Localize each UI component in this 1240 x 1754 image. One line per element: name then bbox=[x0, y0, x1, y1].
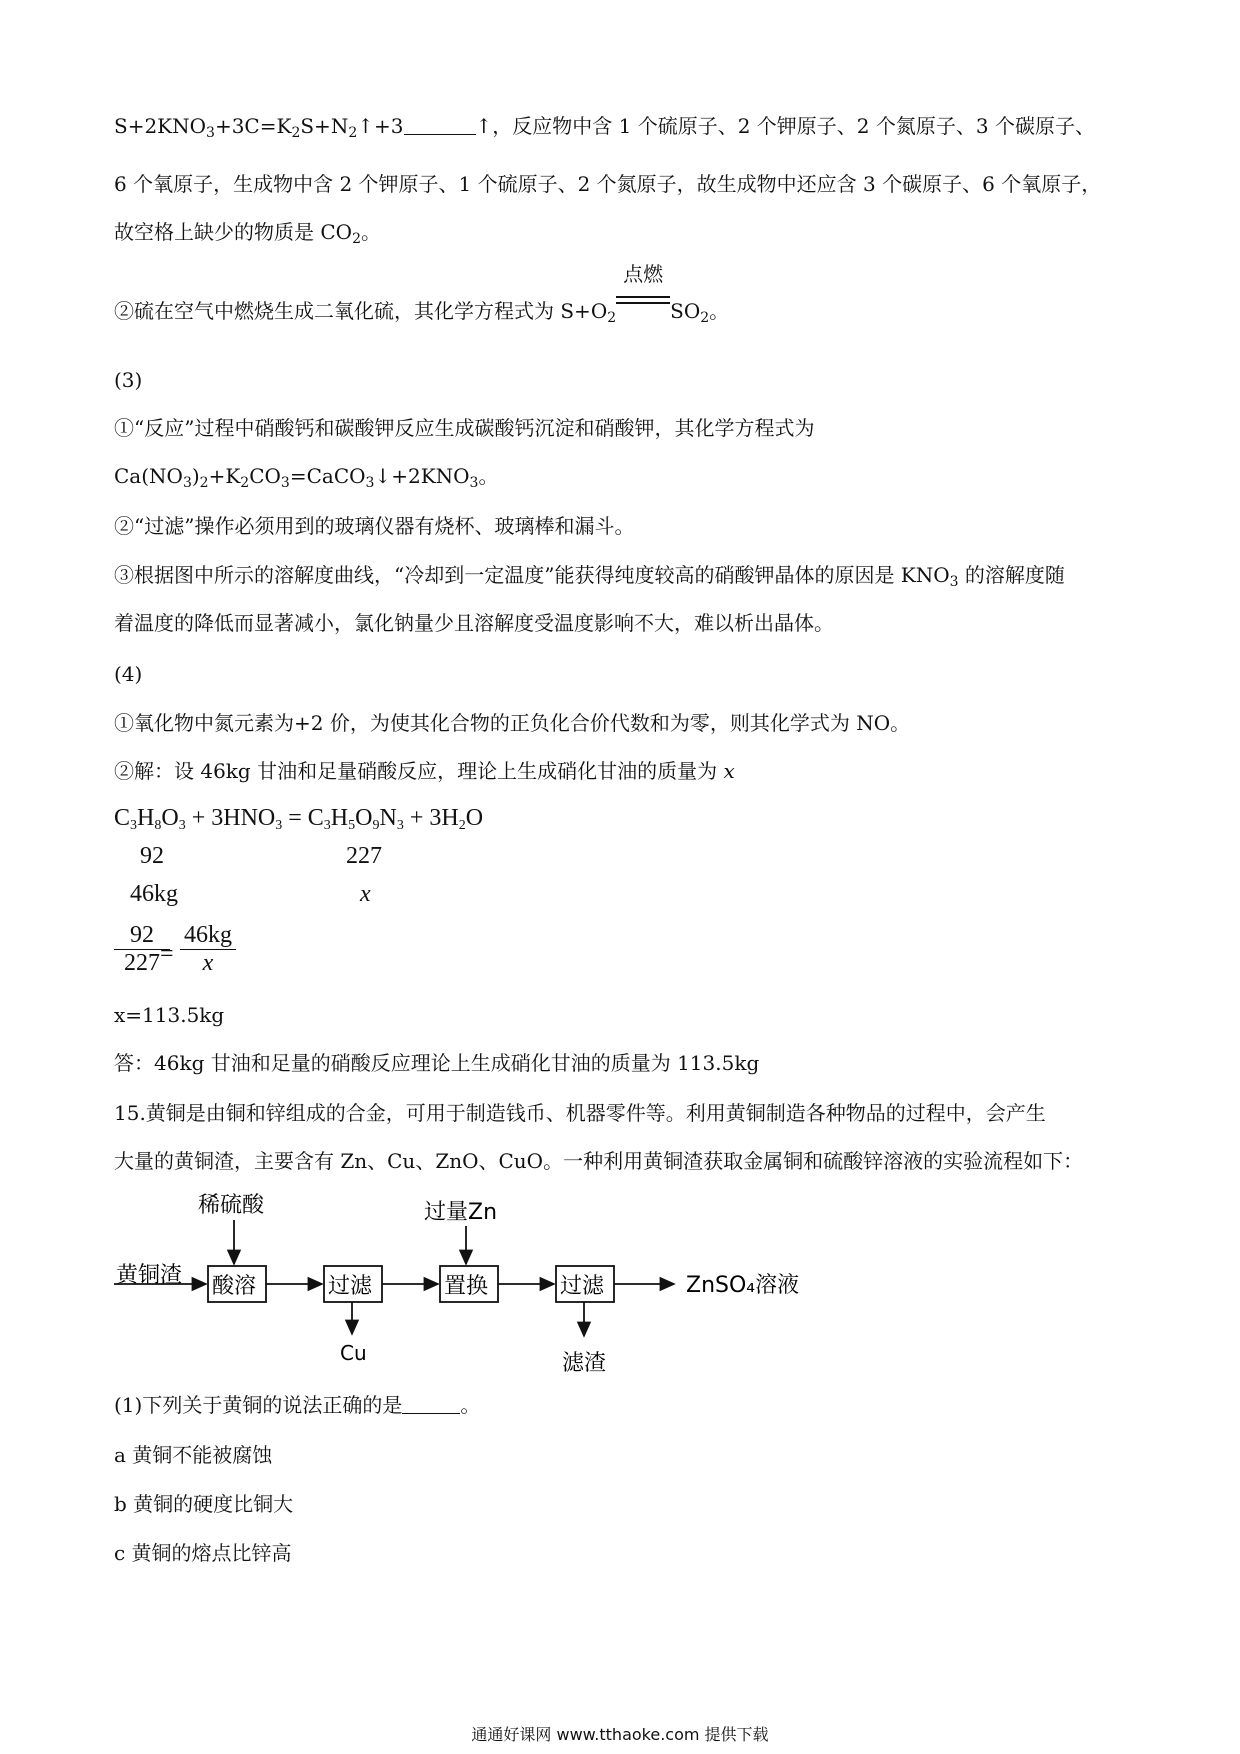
reagent-sulfuric-acid: 稀硫酸 bbox=[198, 1193, 265, 1218]
question-15-line-1: 15.黄铜是由铜和锌组成的合金，可用于制造钱币、机器零件等。利用黄铜制造各种物品的过程中，会产生 bbox=[114, 1101, 1046, 1125]
text-line: ①氧化物中氮元素为+2 价，为使其化合物的正负化合价代数和为零，则其化学式为 NO。 bbox=[114, 711, 911, 735]
eq-part: N bbox=[379, 805, 397, 831]
text-span: (1)下列关于黄铜的说法正确的是 bbox=[114, 1393, 403, 1417]
molar-mass-glycerol: 92 bbox=[140, 843, 164, 869]
output-znso4-solution: ZnSO₄溶液 bbox=[686, 1273, 800, 1298]
reaction-condition bbox=[616, 262, 670, 318]
subscript: 3 bbox=[949, 574, 959, 590]
text-line: ①“反应”过程中硝酸钙和碳酸钾反应生成碳酸钙沉淀和硝酸钾，其化学方程式为 bbox=[114, 416, 815, 440]
question-15-line-2: 大量的黄铜渣，主要含有 Zn、Cu、ZnO、CuO。一种利用黄铜渣获取金属铜和硫酸锌溶液的实验流程如下： bbox=[114, 1149, 1084, 1173]
condition-label: 点燃 bbox=[623, 262, 664, 286]
text-span: 。 bbox=[709, 299, 730, 323]
text-span: 。 bbox=[478, 464, 499, 488]
footer-watermark: 通通好课网 www.tthaoke.com 提供下载 bbox=[471, 1725, 769, 1744]
eq-text: +3C=K bbox=[214, 114, 292, 138]
subscript: 3 bbox=[396, 818, 404, 833]
text-span: ②硫在空气中燃烧生成二氧化硫，其化学方程式为 S+O bbox=[114, 299, 608, 323]
subscript: 2 bbox=[291, 125, 301, 141]
subscript: 2 bbox=[700, 310, 710, 326]
equals-bar bbox=[616, 296, 670, 298]
subscript: 3 bbox=[275, 818, 283, 833]
subscript: 3 bbox=[178, 818, 186, 833]
eq-text: ↑ bbox=[475, 114, 493, 138]
subscript: 5 bbox=[348, 818, 356, 833]
combustion-equation-line bbox=[114, 262, 730, 332]
eq-part: + 3H bbox=[403, 805, 459, 831]
unknown-mass: x bbox=[360, 881, 371, 907]
subscript: 3 bbox=[182, 475, 192, 491]
text-span: =CaCO bbox=[289, 464, 366, 488]
numerator: 92 bbox=[130, 922, 154, 948]
subscript: 2 bbox=[458, 818, 466, 833]
output-filter-residue: 滤渣 bbox=[562, 1351, 607, 1376]
section-heading: (4) bbox=[114, 662, 143, 686]
subscript: 3 bbox=[206, 125, 215, 141]
subscript: 9 bbox=[372, 818, 380, 833]
subscript: 2 bbox=[348, 125, 358, 141]
eq-text: ↑+3 bbox=[357, 114, 404, 138]
eq-part: = C bbox=[282, 805, 324, 831]
eq-part: H bbox=[137, 805, 155, 831]
text-span: +K bbox=[208, 464, 241, 488]
subscript: 3 bbox=[365, 475, 375, 491]
subscript: 2 bbox=[199, 475, 209, 491]
given-mass: 46kg bbox=[130, 881, 178, 907]
eq-part: O bbox=[161, 805, 179, 831]
option-c: c 黄铜的熔点比锌高 bbox=[114, 1541, 292, 1565]
answer-blank bbox=[402, 1393, 460, 1414]
subquestion-1 bbox=[114, 1391, 480, 1419]
equation-line-1 bbox=[114, 112, 1095, 147]
box-displacement-label: 置换 bbox=[444, 1274, 489, 1299]
subscript: 2 bbox=[352, 231, 361, 247]
eq-part: H bbox=[330, 805, 349, 831]
subscript: 3 bbox=[280, 475, 290, 491]
subscript: 3 bbox=[130, 818, 138, 833]
answer-line: 答：46kg 甘油和足量的硝酸反应理论上生成硝化甘油的质量为 113.5kg bbox=[114, 1051, 760, 1075]
text-span: 。 bbox=[460, 1393, 481, 1417]
answer-blank bbox=[404, 114, 476, 135]
fraction-equals: = bbox=[160, 941, 174, 967]
box-filter-2-label: 过滤 bbox=[560, 1274, 605, 1299]
eq-part: C bbox=[114, 805, 131, 831]
subscript: 8 bbox=[154, 818, 162, 833]
text-span: 的溶解度随 bbox=[958, 563, 1065, 587]
box-acid-dissolve-label: 酸溶 bbox=[212, 1274, 257, 1299]
eq-text: S+2KNO bbox=[114, 114, 207, 138]
molar-mass-nitroglycerin: 227 bbox=[346, 843, 382, 869]
text-line bbox=[114, 757, 735, 785]
flow-svg bbox=[114, 1182, 814, 1378]
option-b: b 黄铜的硬度比铜大 bbox=[114, 1492, 294, 1516]
text-span: Ca(NO bbox=[114, 464, 183, 488]
subscript: 2 bbox=[607, 310, 617, 326]
subscript: 3 bbox=[469, 475, 479, 491]
denominator: 227 bbox=[124, 950, 160, 976]
text-span: SO bbox=[670, 299, 701, 323]
text-span: ↓+2KNO bbox=[374, 464, 470, 488]
text-line bbox=[114, 462, 498, 497]
fraction-right bbox=[180, 922, 236, 977]
text-line bbox=[114, 218, 381, 253]
text-line: 6 个氧原子，生成物中含 2 个钾原子、1 个硫原子、2 个氮原子，故生成物中还应含 3 个碳原子、6 个氧原子， bbox=[114, 172, 1102, 196]
eq-part: O bbox=[465, 805, 484, 831]
section-heading: (3) bbox=[114, 368, 143, 392]
eq-part: + 3HNO bbox=[185, 805, 276, 831]
text-span: 。 bbox=[360, 220, 381, 244]
eq-text: S+N bbox=[300, 114, 349, 138]
text-line bbox=[114, 561, 1065, 596]
stoichiometry-equation bbox=[114, 805, 483, 834]
process-flow-diagram bbox=[114, 1182, 814, 1378]
subscript: 2 bbox=[240, 475, 250, 491]
result-line: x=113.5kg bbox=[114, 1003, 225, 1027]
text-span: ③根据图中所示的溶解度曲线，“冷却到一定温度”能获得纯度较高的硝酸钾晶体的原因是 KNO bbox=[114, 563, 950, 587]
text-span: 故空格上缺少的物质是 CO bbox=[114, 220, 353, 244]
subscript: 3 bbox=[323, 818, 331, 833]
equals-bar bbox=[616, 302, 670, 304]
denominator: x bbox=[202, 950, 214, 976]
numerator: 46kg bbox=[184, 922, 232, 948]
text-line: ②“过滤”操作必须用到的玻璃仪器有烧杯、玻璃棒和漏斗。 bbox=[114, 514, 635, 538]
input-brass-slag: 黄铜渣 bbox=[116, 1263, 183, 1288]
eq-part: O bbox=[355, 805, 373, 831]
text-span: ) bbox=[191, 464, 200, 488]
reagent-excess-zn: 过量Zn bbox=[424, 1200, 498, 1225]
eq-text: ，反应物中含 1 个硫原子、2 个钾原子、2 个氮原子、3 个碳原子、 bbox=[492, 114, 1095, 138]
text-span: ②解：设 46kg 甘油和足量硝酸反应，理论上生成硝化甘油的质量为 bbox=[114, 759, 718, 783]
option-a: a 黄铜不能被腐蚀 bbox=[114, 1443, 273, 1467]
text-line: 着温度的降低而显著减小，氯化钠量少且溶解度受温度影响不大，难以析出晶体。 bbox=[114, 611, 834, 635]
output-cu: Cu bbox=[340, 1341, 367, 1365]
box-filter-1-label: 过滤 bbox=[328, 1274, 373, 1299]
variable: x bbox=[723, 759, 735, 783]
text-span: CO bbox=[249, 464, 281, 488]
